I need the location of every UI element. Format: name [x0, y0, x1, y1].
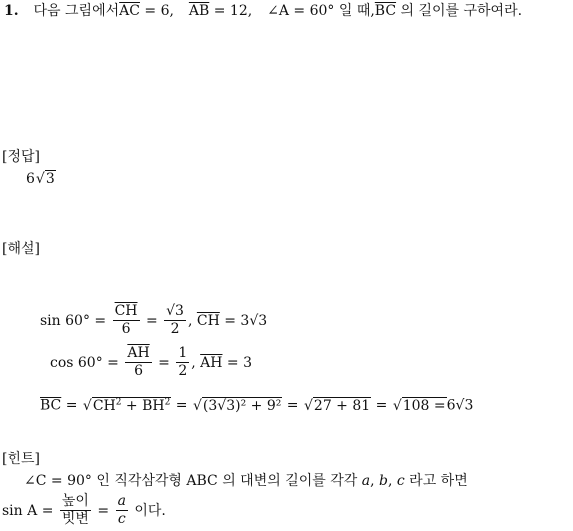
problem-text-c: 의 길이를 구하여라. — [396, 3, 523, 19]
eq-ac: = 6, — [139, 3, 174, 19]
problem-line — [4, 4, 522, 18]
var-a: a — [361, 473, 371, 489]
frac-num: $\overline{CH}$ — [113, 304, 140, 321]
radicand-1 — [92, 397, 172, 414]
hint-tail: 이다. — [129, 502, 166, 519]
frac-den: c — [117, 511, 126, 528]
seg-ch: CH — [92, 397, 116, 414]
radicand-3: 27 + 81 — [313, 397, 371, 414]
exp: 2 — [164, 397, 171, 407]
answer-value — [26, 172, 56, 186]
solution-line-2 — [50, 346, 252, 380]
problem-text-b: 일 때, — [334, 3, 375, 19]
frac-num: $\overline{AH}$ — [125, 346, 151, 363]
sqrt-icon: √ — [303, 397, 313, 414]
equals: = — [171, 397, 188, 414]
var-b: b — [379, 473, 388, 489]
hint-label: [힌트] — [2, 451, 40, 467]
comma: , — [387, 473, 397, 489]
sqrt-icon: √ — [35, 171, 45, 187]
sqrt-icon: √ — [82, 397, 92, 414]
frac-num: a — [116, 494, 128, 511]
cos-lhs: cos 60° = — [50, 354, 119, 371]
comma: , — [370, 473, 379, 489]
frac-den: 2 — [170, 321, 180, 338]
frac-den: 2 — [178, 363, 188, 380]
answer-coef: 6 — [26, 171, 35, 187]
equals: = — [371, 397, 388, 414]
result-ah: = 3 — [222, 354, 253, 371]
exp: 2 — [115, 397, 122, 407]
sqrt-icon: √ — [392, 397, 402, 414]
fraction-ch-6 — [113, 304, 140, 338]
seg-bh: $\overline{BH}$ — [142, 397, 165, 414]
var-c: c — [396, 473, 405, 489]
segment-ah: $\overline{AH}$ — [200, 354, 223, 371]
fraction-root3-2 — [164, 304, 186, 338]
solution-line-1 — [40, 304, 267, 338]
fraction-ah-6 — [125, 346, 151, 380]
segment-bc: $\overline{BC}$ — [374, 3, 397, 19]
frac-num: 높이 — [60, 494, 91, 511]
sin-a-lhs: sin A = — [2, 502, 54, 519]
hint-text: 인 직각삼각형 ABC 의 대변의 길이를 각각 — [91, 473, 362, 489]
hint-text-end: 라고 하면 — [404, 473, 468, 489]
problem-text-a: 다음 그림에서 — [33, 3, 120, 19]
result-bc: 6√3 — [446, 397, 474, 414]
answer-radicand: 3 — [45, 171, 55, 187]
result-ch: = 3√3 — [219, 312, 268, 329]
answer-label: [정답] — [2, 149, 40, 165]
segment-ac: $\overline{AC}$ — [119, 3, 140, 19]
solution-line-3 — [40, 398, 473, 413]
frac-den: 빗변 — [61, 511, 89, 528]
separator: , — [187, 312, 193, 329]
frac-num: √3 — [164, 304, 186, 321]
angle-c: ∠C = 90° — [24, 473, 92, 489]
equals: = — [97, 502, 110, 519]
fraction-1-2 — [176, 346, 189, 380]
sqrt-icon: √ — [193, 397, 202, 414]
radicand-4: 108 = — [402, 397, 446, 414]
radicand-2: (3√3)² + 9² — [202, 397, 282, 414]
fraction-height-hyp — [60, 494, 91, 528]
equals: = — [145, 312, 158, 329]
segment-bc-solution: $\overline{BC}$ — [40, 397, 62, 414]
angle-a: ∠A = 60° — [267, 3, 335, 19]
frac-den: 6 — [121, 321, 131, 338]
equals: = — [61, 397, 78, 414]
equals: = — [158, 354, 170, 371]
frac-num: 1 — [176, 346, 189, 363]
hint-line-2 — [2, 494, 166, 528]
equals: = — [282, 397, 299, 414]
sin-lhs: sin 60° = — [40, 312, 107, 329]
solution-label: [해설] — [2, 241, 40, 257]
fraction-a-c — [116, 494, 128, 528]
plus: + — [121, 397, 143, 414]
segment-ch: $\overline{CH}$ — [196, 312, 220, 329]
eq-ab: = 12, — [209, 3, 253, 19]
problem-number: 1. — [4, 3, 19, 19]
frac-den: 6 — [134, 363, 143, 380]
separator: , — [191, 354, 196, 371]
hint-line-1 — [24, 474, 468, 488]
segment-ab: $\overline{AB}$ — [188, 3, 210, 19]
